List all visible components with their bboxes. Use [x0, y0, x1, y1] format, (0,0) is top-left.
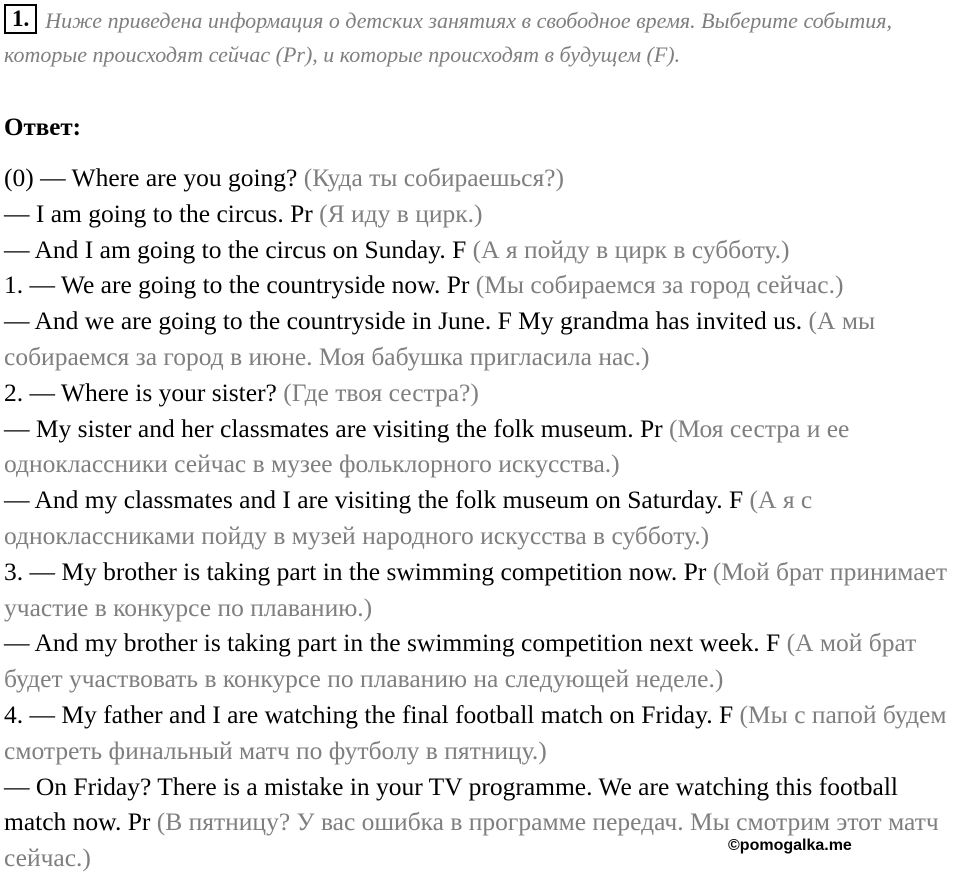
line-english: (0) — Where are you going?	[4, 163, 298, 192]
line-translation: (Где твоя сестра?)	[283, 377, 479, 407]
line-english: — I am going to the circus. Pr	[4, 198, 313, 228]
line-english: — On Friday? There is a mistake in your TV programme. We are watching this football match now. Pr	[4, 771, 899, 837]
task-number: 1.	[4, 4, 37, 34]
task-text: Ниже приведена информация о детских занятиях в свободное время. Выберите события, которые происходят сейчас (Pr), и которые происходят в будущем (F).	[4, 8, 892, 67]
answer-line-1	[4, 196, 959, 232]
line-english: 3. — My brother is taking part in the swimming competition now. Pr	[4, 556, 707, 586]
line-translation: (Я иду в цирк.)	[319, 198, 483, 228]
line-english: 2. — Where is your sister?	[4, 377, 277, 407]
line-translation: (Моя сестра и ее одноклассники сейчас в музее фольклорного искусства.)	[4, 413, 850, 479]
line-translation: (Мы собираемся за город сейчас.)	[475, 270, 844, 300]
line-translation: (А мой брат будет участвовать в конкурсе по плаванию на следующей неделе.)	[4, 628, 917, 694]
answer-line-11	[4, 769, 959, 876]
line-english: — And we are going to the countryside in June. F My grandma has invited us.	[4, 306, 803, 336]
task-instruction	[4, 4, 954, 72]
answer-line-4	[4, 303, 959, 375]
line-translation: (А я пойду в цирк в субботу.)	[472, 234, 790, 264]
line-translation: (Куда ты собираешься?)	[303, 163, 564, 192]
answer-line-2	[4, 232, 959, 268]
answer-line-7	[4, 482, 959, 554]
answer-line-3	[4, 267, 959, 303]
line-english: 4. — My father and I are watching the final football match on Friday. F	[4, 699, 734, 729]
answer-line-9	[4, 625, 959, 697]
line-english: — And my brother is taking part in the swimming competition next week. F	[4, 628, 781, 658]
line-translation: (В пятницу? У вас ошибка в программе передач. Мы смотрим этот матч сейчас.)	[4, 807, 939, 873]
line-english: — And I am going to the circus on Sunday. F	[4, 234, 467, 264]
answer-line-5	[4, 375, 959, 411]
answer-body	[4, 160, 959, 876]
line-translation: (А мы собираемся за город в июне. Моя бабушка пригласила нас.)	[4, 306, 876, 371]
line-english: 1. — We are going to the countryside now. Pr	[4, 270, 470, 300]
answer-line-0	[4, 160, 959, 196]
site-watermark: ©pomogalka.me	[728, 837, 852, 854]
line-english: — My sister and her classmates are visiting the folk museum. Pr	[4, 413, 663, 443]
line-english: — And my classmates and I are visiting the folk museum on Saturday. F	[4, 485, 744, 515]
answer-line-8	[4, 554, 959, 626]
line-translation: (Мы с папой будем смотреть финальный матч по футболу в пятницу.)	[4, 699, 947, 765]
line-translation: (А я с одноклассниками пойду в музей народного искусства в субботу.)	[4, 485, 813, 550]
answer-line-6	[4, 411, 959, 483]
line-translation: (Мой брат принимает участие в конкурсе по плаванию.)	[4, 556, 948, 622]
answer-heading: Ответ:	[4, 114, 81, 141]
answer-line-10	[4, 697, 959, 769]
